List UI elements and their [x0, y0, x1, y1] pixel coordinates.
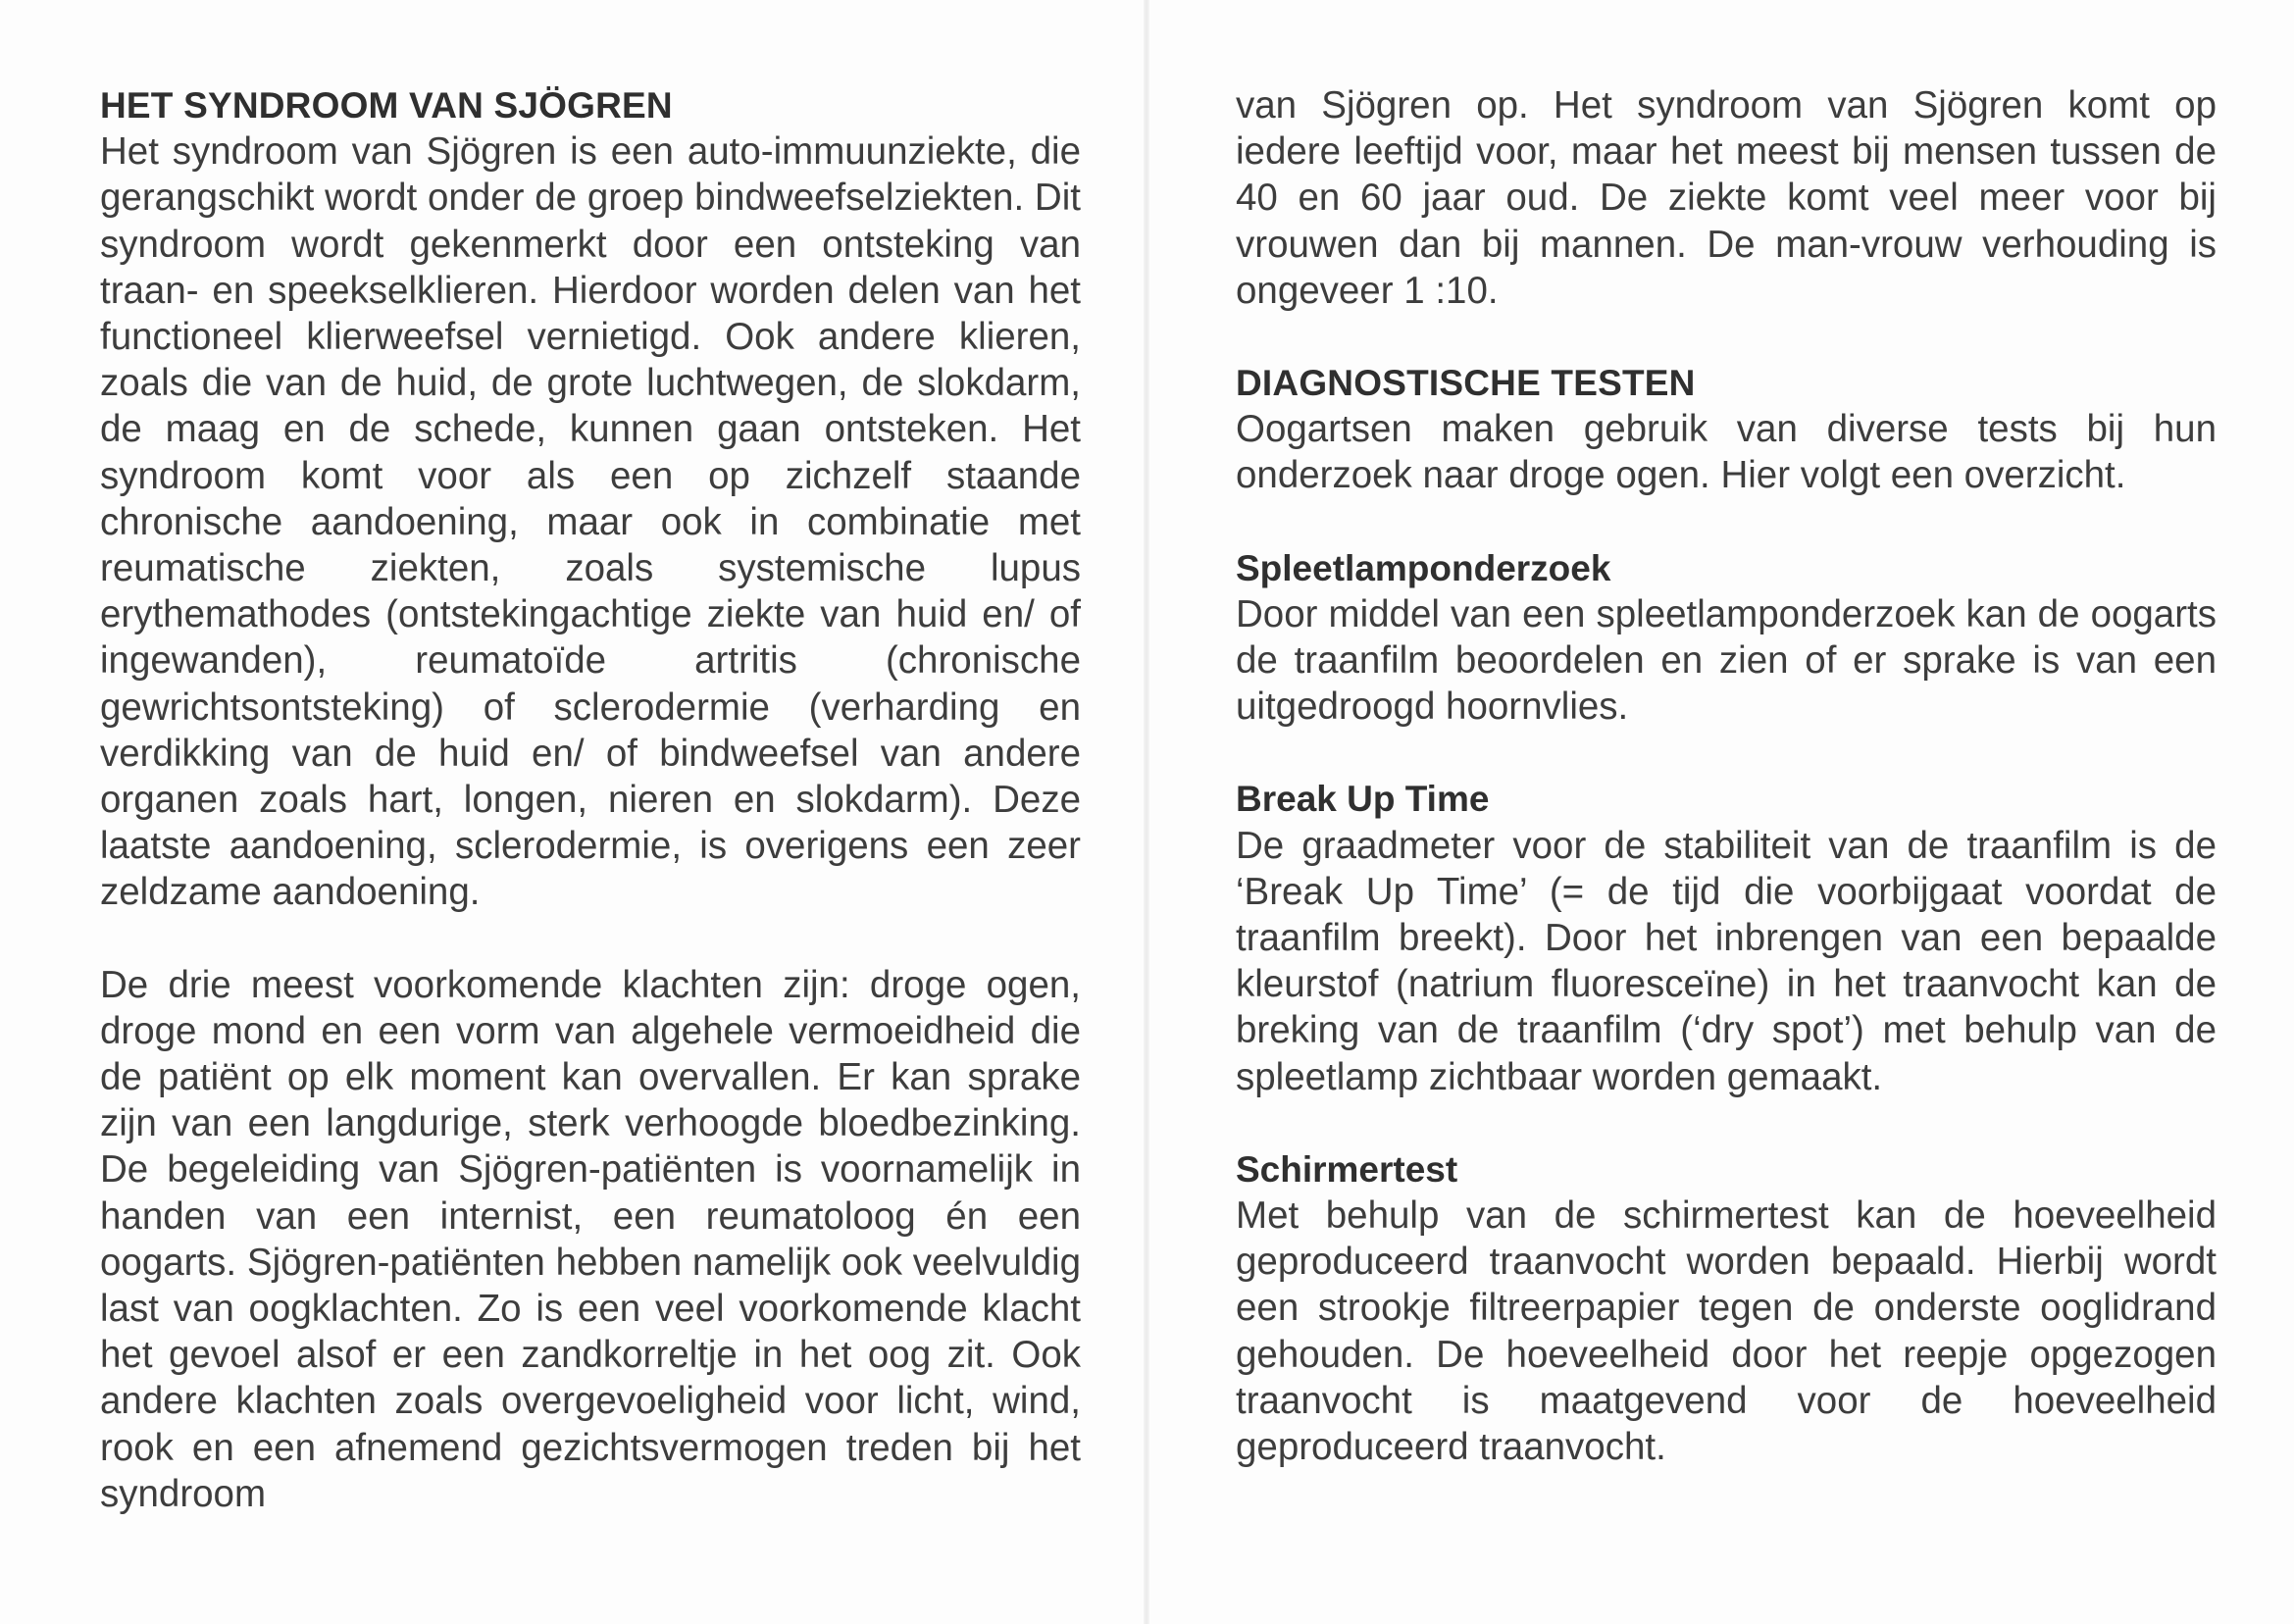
right-column	[1236, 82, 2217, 1470]
test-heading: Spleetlamponderzoek	[1236, 547, 1611, 588]
test-section-slit-lamp	[1236, 545, 2217, 731]
test-body: Met behulp van de schirmertest kan de hoeveelheid geproduceerd traanvocht worden bepaald. Hierbij wordt een strookje filtreerpapier tegen de onderste ooglidrand gehouden. De hoeveelheid door het reepje opgezogen traanvocht is maatgevend voor de hoeveelheid geproduceerd traanvocht.	[1236, 1194, 2217, 1469]
test-section-schirmer	[1236, 1146, 2217, 1470]
test-body: Door middel van een spleetlamponderzoek kan de oogarts de traanfilm beoordelen en zien of er sprake is van een uitgedroogd hoornvlies.	[1236, 592, 2217, 729]
left-column	[100, 82, 1081, 1517]
section-title: DIAGNOSTISCHE TESTEN	[1236, 363, 1696, 404]
test-heading: Break Up Time	[1236, 779, 1490, 820]
test-section-break-up-time	[1236, 776, 2217, 1099]
symptoms-paragraph: De drie meest voorkomende klachten zijn: droge ogen, droge mond en een vorm van algehele vermoeidheid die de patiënt op elk moment kan overvallen. Er kan sprake zijn van een langdurige, sterk verhoogde bloedbezinking. De begeleiding van Sjögren-patiënten is voornamelijk in handen van een internist, een reumatoloog én een oogarts. Sjögren-patiënten hebben namelijk ook veelvuldig last van oogklachten. Zo is een veel voorkomende klacht het gevoel alsof er een zandkorreltje in het oog zit. Ook andere klachten zoals overgevoeligheid voor licht, wind, rook en een afnemend gezichtsvermogen treden bij het syndroom	[100, 963, 1081, 1515]
continuation-paragraph: van Sjögren op. Het syndroom van Sjögren komt op iedere leeftijd voor, maar het meest bij mensen tussen de 40 en 60 jaar oud. De ziekte komt veel meer voor bij vrouwen dan bij mannen. De man-vrouw verhouding is ongeveer 1 :10.	[1236, 84, 2217, 312]
section-intro: Oogartsen maken gebruik van diverse tests bij hun onderzoek naar droge ogen. Hier volgt een overzicht.	[1236, 408, 2217, 497]
page-gutter	[1144, 0, 1149, 1624]
intro-paragraph: Het syndroom van Sjögren is een auto-immuunziekte, die gerangschikt wordt onder de groep bindweefselziekten. Dit syndroom wordt gekenmerkt door een ontsteking van traan- en speekselklieren. Hierdoor worden delen van het functioneel klierweefsel vernietigd. Ook andere klieren, zoals die van de huid, de grote luchtwegen, de slokdarm, de maag en de schede, kunnen gaan ontsteken. Het syndroom komt voor als een op zichzelf staande chronische aandoening, maar ook in combinatie met reumatische ziekten, zoals systemische lupus erythemathodes (ontstekingachtige ziekte van huid en/ of ingewanden), reumatoïde artritis (chronische gewrichtsontsteking) of sclerodermie (verharding en verdikking van de huid en/ of bindweefsel van andere organen zoals hart, longen, nieren en slokdarm). Deze laatste aandoening, sclerodermie, is overigens een zeer zeldzame aandoening.	[100, 130, 1081, 914]
page-title: HET SYNDROOM VAN SJÖGREN	[100, 85, 673, 126]
test-body: De graadmeter voor de stabiliteit van de traanfilm is de ‘Break Up Time’ (= de tijd die voorbijgaat voordat de traanfilm breekt). Door het inbrengen van een bepaalde kleurstof (natrium fluoresceïne) in het traanvocht kan de breking van de traanfilm (‘dry spot’) met behulp van de spleetlamp zichtbaar worden gemaakt.	[1236, 824, 2217, 1098]
test-heading: Schirmertest	[1236, 1148, 1458, 1190]
